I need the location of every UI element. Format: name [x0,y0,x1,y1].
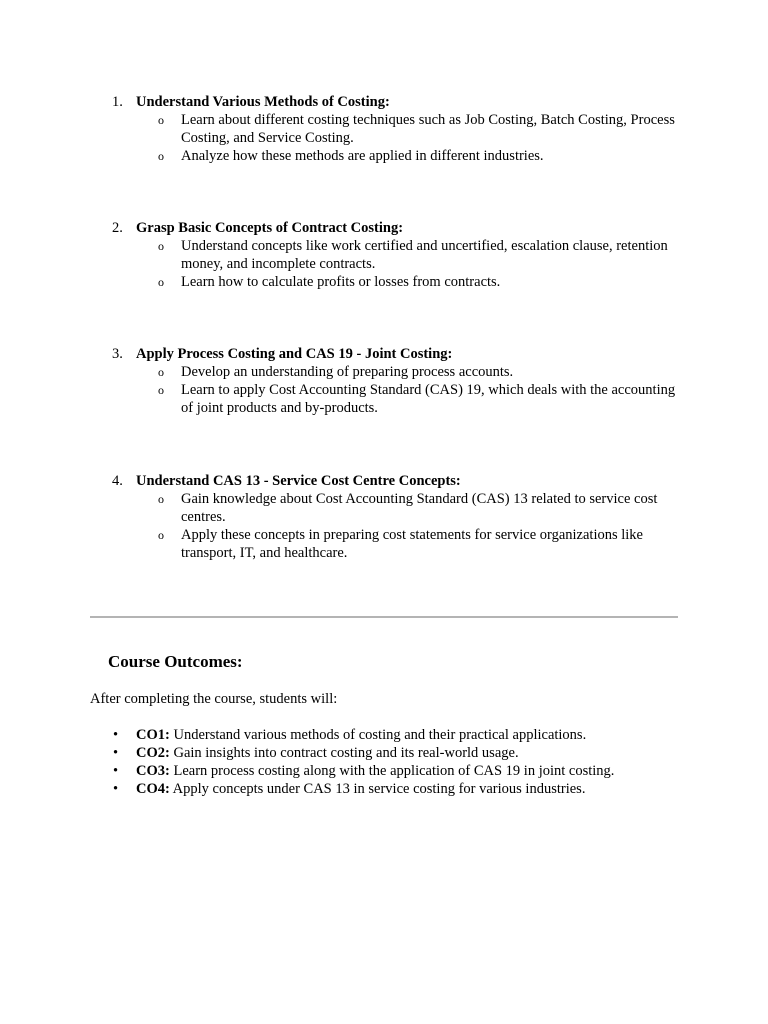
circle-bullet-icon: o [158,492,164,506]
objective-point-text: Learn to apply Cost Accounting Standard (CAS) 19, which deals with the accounting of joint products and by-products. [181,382,676,416]
bullet-icon: • [113,727,119,743]
outcome-description: Learn process costing along with the application of CAS 19 in joint costing. [169,763,615,779]
objective-point-text: Gain knowledge about Cost Accounting Standard (CAS) 13 related to service cost centres. [181,491,658,525]
bullet-icon: • [113,781,119,797]
circle-bullet-icon: o [158,149,164,163]
outcome-text [136,744,519,762]
objective-number: 1. [112,94,123,110]
outcome-item [0,726,768,744]
objective-point-text: Analyze how these methods are applied in different industries. [181,148,544,164]
objective-point [0,381,768,417]
outcome-label: CO3: [136,763,170,779]
objective-heading: Apply Process Costing and CAS 19 - Joint Costing: [136,346,453,362]
objective-point-text: Understand concepts like work certified and uncertified, escalation clause, retention money, and incomplete contracts. [181,238,668,272]
objective-points [0,111,768,165]
circle-bullet-icon: o [158,275,164,289]
outcome-text [136,780,585,798]
bullet-icon: • [113,745,119,761]
outcome-label: CO1: [136,727,170,743]
outcomes-heading: Course Outcomes: [108,652,243,671]
circle-bullet-icon: o [158,528,164,542]
objective-point-text: Learn about different costing techniques such as Job Costing, Batch Costing, Process Costing, and Service Costing. [181,112,675,146]
bullet-icon: • [113,763,119,779]
outcome-label: CO4: [136,781,170,797]
outcome-description: Understand various methods of costing and their practical applications. [169,727,587,743]
objective-points [0,490,768,562]
outcome-label: CO2: [136,745,170,761]
outcome-text [136,726,586,744]
objective-heading: Understand CAS 13 - Service Cost Centre Concepts: [136,473,461,489]
objective-number: 3. [112,346,123,362]
objective-point [0,111,768,147]
objective-point [0,526,768,562]
objective-point-text: Develop an understanding of preparing process accounts. [181,364,514,380]
objective-heading: Grasp Basic Concepts of Contract Costing: [136,220,404,236]
objective-point [0,147,768,165]
objective-point-text: Learn how to calculate profits or losses from contracts. [181,274,501,290]
objective-number: 4. [112,473,123,489]
horizontal-divider [90,616,678,618]
objective-heading: Understand Various Methods of Costing: [136,94,390,110]
outcomes-intro: After completing the course, students will: [90,691,338,707]
circle-bullet-icon: o [158,239,164,253]
outcome-item [0,780,768,798]
circle-bullet-icon: o [158,383,164,397]
circle-bullet-icon: o [158,365,164,379]
objective-point [0,363,768,381]
objective-point [0,237,768,273]
objective-point [0,490,768,526]
objective-number: 2. [112,220,123,236]
objective-points [0,237,768,291]
circle-bullet-icon: o [158,113,164,127]
course-outcomes-list [0,726,768,798]
objective-point-text: Apply these concepts in preparing cost statements for service organizations like transport, IT, and healthcare. [181,527,643,561]
objective-points [0,363,768,417]
outcome-description: Apply concepts under CAS 13 in service costing for various industries. [169,781,586,797]
outcome-item [0,744,768,762]
outcome-text [136,762,614,780]
objective-point [0,273,768,291]
outcome-item [0,762,768,780]
outcome-description: Gain insights into contract costing and its real-world usage. [169,745,519,761]
